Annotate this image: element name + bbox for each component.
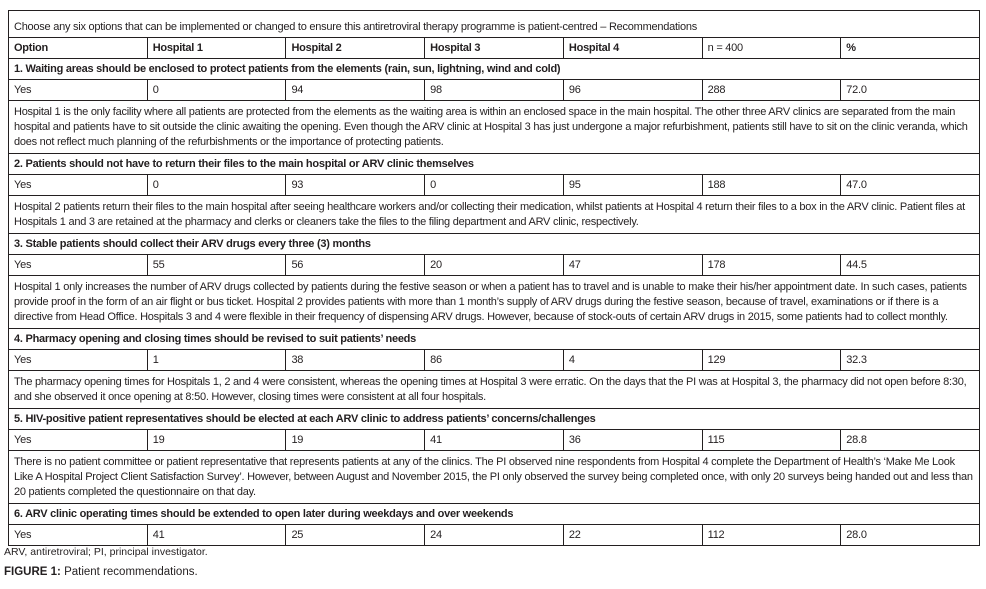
table-cell: 25 (286, 525, 425, 546)
header-cell: n = 400 (702, 38, 841, 59)
header-cell: Hospital 1 (147, 38, 286, 59)
table-row (9, 430, 980, 451)
table-cell: 1 (147, 350, 286, 371)
table-cell: 98 (425, 80, 564, 101)
table-cell: 86 (425, 350, 564, 371)
table-title: Choose any six options that can be implemented or changed to ensure this antiretroviral therapy programme is patient-centred – Recommendations (9, 11, 980, 38)
table-cell: 19 (286, 430, 425, 451)
table-cell: 0 (425, 175, 564, 196)
section-heading: 5. HIV-positive patient representatives should be elected at each ARV clinic to address patients’ concerns/challenges (9, 409, 980, 430)
caption-text: Patient recommendations. (60, 566, 198, 578)
table-cell: 178 (702, 255, 841, 276)
table-cell: 28.0 (841, 525, 980, 546)
table-row (9, 350, 980, 371)
section-heading-row (9, 504, 980, 525)
section-note: Hospital 1 only increases the number of ARV drugs collected by patients during the festive season or when a patient has to travel and is unable to make their his/her appointment date. In such cases, patients provide proof in the form of an air flight or bus ticket. Hospital 2 provides patients with more than 1 month’s supply of ARV drugs during the festive season, because of travel, examinations or if there is a directive from Head Office. Hospitals 3 and 4 were flexible in their frequency of dispensing ARV drugs. However, because of stock-outs of certain ARV drugs in 2015, some patients had to collect monthly. (9, 276, 980, 329)
section-heading-row (9, 329, 980, 350)
table-cell: 41 (147, 525, 286, 546)
note-row (9, 276, 980, 329)
section-heading: 2. Patients should not have to return their files to the main hospital or ARV clinic themselves (9, 154, 980, 175)
header-cell: Hospital 3 (425, 38, 564, 59)
table-cell: Yes (9, 255, 148, 276)
header-cell: % (841, 38, 980, 59)
table-row (9, 175, 980, 196)
table-cell: Yes (9, 350, 148, 371)
table-cell: 36 (563, 430, 702, 451)
header-cell: Hospital 2 (286, 38, 425, 59)
table-cell: 47.0 (841, 175, 980, 196)
table-row (9, 525, 980, 546)
section-heading: 4. Pharmacy opening and closing times should be revised to suit patients’ needs (9, 329, 980, 350)
table-cell: Yes (9, 175, 148, 196)
section-heading-row (9, 234, 980, 255)
table-cell: 288 (702, 80, 841, 101)
table-cell: 32.3 (841, 350, 980, 371)
table-cell: 4 (563, 350, 702, 371)
table-cell: Yes (9, 525, 148, 546)
header-row (9, 38, 980, 59)
table-cell: 94 (286, 80, 425, 101)
table-cell: 95 (563, 175, 702, 196)
table-cell: 24 (425, 525, 564, 546)
header-cell: Hospital 4 (563, 38, 702, 59)
table-cell: 129 (702, 350, 841, 371)
table-cell: 96 (563, 80, 702, 101)
table-cell: 115 (702, 430, 841, 451)
footnote: ARV, antiretroviral; PI, principal investigator. (4, 546, 208, 558)
note-row (9, 196, 980, 234)
table-cell: 56 (286, 255, 425, 276)
table-cell: 22 (563, 525, 702, 546)
recommendations-table (8, 10, 980, 546)
table-cell: 28.8 (841, 430, 980, 451)
table-cell: 20 (425, 255, 564, 276)
table-cell: Yes (9, 430, 148, 451)
table-cell: 41 (425, 430, 564, 451)
header-cell: Option (9, 38, 148, 59)
table-cell: 19 (147, 430, 286, 451)
table-row (9, 255, 980, 276)
section-note: There is no patient committee or patient representative that represents patients at any of the clinics. The PI observed nine respondents from Hospital 4 complete the Department of Health’s ‘Make Me Look Like A Hospital Project Client Satisfaction Survey’. However, between August and November 2015, the PI only observed the survey being completed once, with only 20 surveys being handed out and less than 20 patients completed the questionnaire on that day. (9, 451, 980, 504)
table-cell: 44.5 (841, 255, 980, 276)
table-cell: 112 (702, 525, 841, 546)
table-cell: Yes (9, 80, 148, 101)
table-cell: 47 (563, 255, 702, 276)
section-heading-row (9, 59, 980, 80)
table-cell: 38 (286, 350, 425, 371)
section-heading-row (9, 154, 980, 175)
section-note: The pharmacy opening times for Hospitals 1, 2 and 4 were consistent, whereas the opening times at Hospital 3 were erratic. On the days that the PI was at Hospital 3, the pharmacy did not open before 8:30, and she observed it once opening at 8:50. However, closing times were consistent at all four hospitals. (9, 371, 980, 409)
table-cell: 188 (702, 175, 841, 196)
table-cell: 55 (147, 255, 286, 276)
table-cell: 0 (147, 80, 286, 101)
table-cell: 72.0 (841, 80, 980, 101)
table-cell: 0 (147, 175, 286, 196)
table-cell: 93 (286, 175, 425, 196)
section-note: Hospital 1 is the only facility where all patients are protected from the elements as the waiting area is within an enclosed space in the main hospital. The other three ARV clinics are separated from the main hospital and patients have to sit outside the clinic awaiting the opening. Even though the ARV clinic at Hospital 3 has just undergone a major refurbishment, patients still have to sit on the clinic veranda, which does not reflect much planning of the refurbishments or the importance of protecting patients. (9, 101, 980, 154)
caption-label: FIGURE 1: (4, 566, 61, 578)
note-row (9, 101, 980, 154)
table-row (9, 80, 980, 101)
section-note: Hospital 2 patients return their files to the main hospital after seeing healthcare workers and/or collecting their medication, whilst patients at Hospital 4 return their files to a box in the ARV clinic. Patient files at Hospitals 1 and 3 are retained at the pharmacy and clerks or cleaners take the files to the filing department and ARV clinic, respectively. (9, 196, 980, 234)
section-heading: 3. Stable patients should collect their ARV drugs every three (3) months (9, 234, 980, 255)
note-row (9, 451, 980, 504)
figure-caption (4, 566, 198, 578)
section-heading-row (9, 409, 980, 430)
section-heading: 1. Waiting areas should be enclosed to protect patients from the elements (rain, sun, lightning, wind and cold) (9, 59, 980, 80)
note-row (9, 371, 980, 409)
section-heading: 6. ARV clinic operating times should be extended to open later during weekdays and over weekends (9, 504, 980, 525)
